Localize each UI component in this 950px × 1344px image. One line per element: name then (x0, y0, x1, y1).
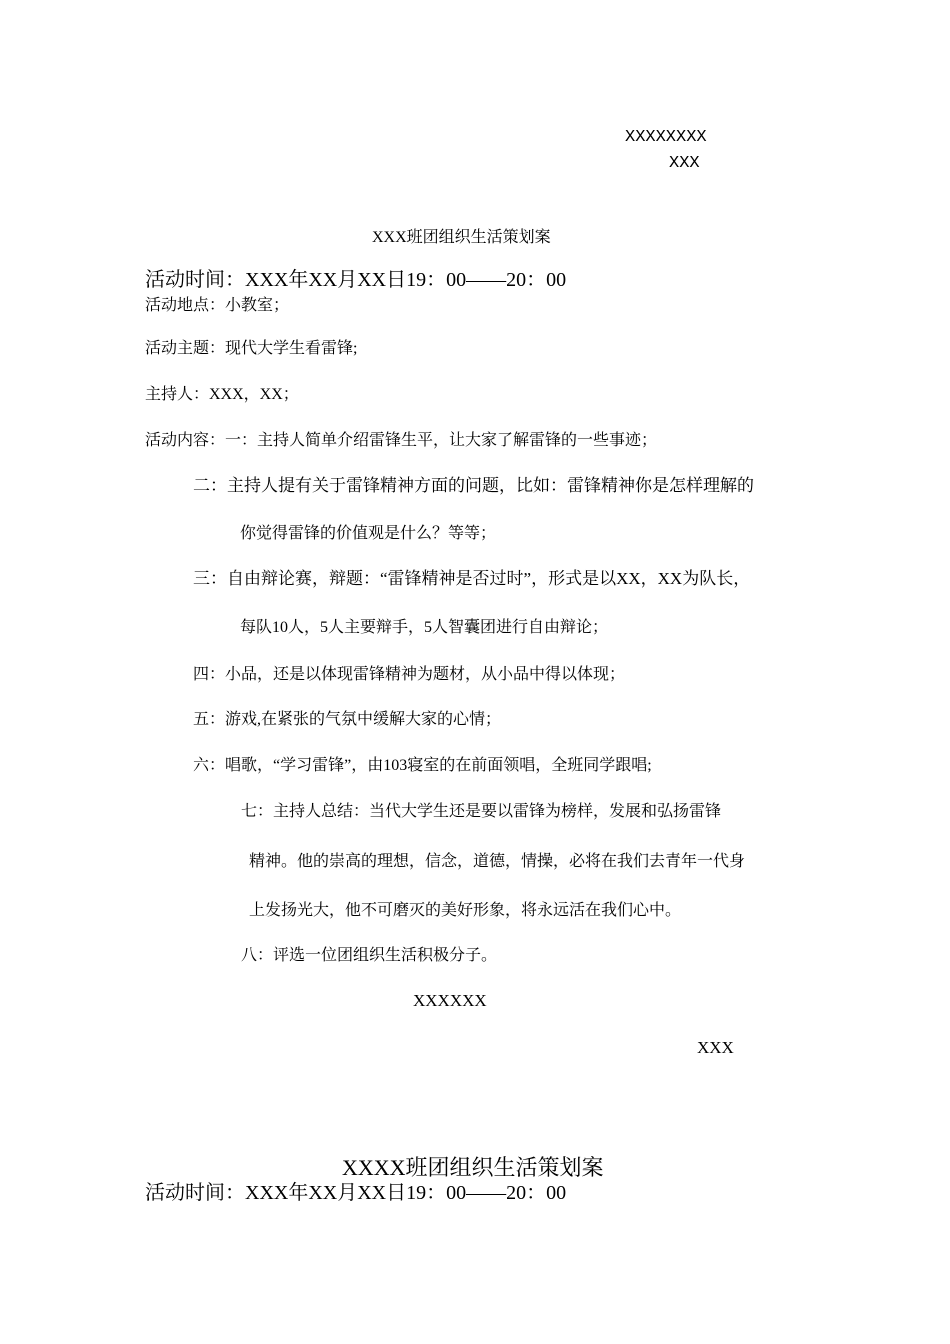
activity-content-item-4: 四：小品，还是以体现雷锋精神为题材，从小品中得以体现； (193, 666, 626, 683)
activity-content-item-2-line-2: 你觉得雷锋的价值观是什么？等等； (240, 525, 497, 542)
activity-content-item-5: 五：游戏,在紧张的气氛中缓解大家的心情； (193, 711, 502, 728)
activity-content-item-7-line-2: 精神。他的崇高的理想，信念，道德，情操，必将在我们去青年一代身 (249, 853, 746, 870)
activity-content-item-7-line-1: 七：主持人总结：当代大学生还是要以雷锋为榜样，发展和弘扬雷锋 (241, 803, 722, 820)
activity-content-item-8: 八：评选一位团组织生活积极分子。 (241, 947, 498, 964)
activity-content-item-3-line-2: 每队10人，5人主要辩手，5人智囊团进行自由辩论； (240, 619, 609, 636)
plan-2-title: XXXX班团组织生活策划案 (342, 1155, 604, 1180)
activity-location: 活动地点：小教室； (145, 297, 290, 314)
header-line-1: XXXXXXXX (625, 128, 707, 147)
signature-org: XXXXXX (413, 991, 487, 1010)
plan-2-activity-time: 活动时间：XXX年XX月XX日19：00——20：00 (145, 1182, 567, 1204)
activity-content-item-1: 活动内容：一：主持人简单介绍雷锋生平，让大家了解雷锋的一些事迹； (145, 432, 658, 449)
activity-content-item-6: 六：唱歌，“学习雷锋”，由103寝室的在前面领唱，全班同学跟唱; (193, 757, 652, 774)
activity-theme: 活动主题：现代大学生看雷锋; (145, 340, 358, 357)
activity-host: 主持人：XXX，XX； (145, 386, 299, 403)
plan-title: XXX班团组织生活策划案 (372, 229, 551, 246)
signature-name: XXX (697, 1038, 734, 1057)
activity-time: 活动时间：XXX年XX月XX日19：00——20：00 (145, 269, 567, 291)
activity-content-item-7-line-3: 上发扬光大，他不可磨灭的美好形象，将永远活在我们心中。 (249, 902, 682, 919)
header-line-2: XXX (669, 154, 700, 173)
activity-content-item-3-line-1: 三：自由辩论赛，辩题：“雷锋精神是否过时”，形式是以XX，XX为队长， (193, 569, 751, 588)
activity-content-item-2-line-1: 二：主持人提有关于雷锋精神方面的问题，比如：雷锋精神你是怎样理解的 (193, 476, 754, 495)
